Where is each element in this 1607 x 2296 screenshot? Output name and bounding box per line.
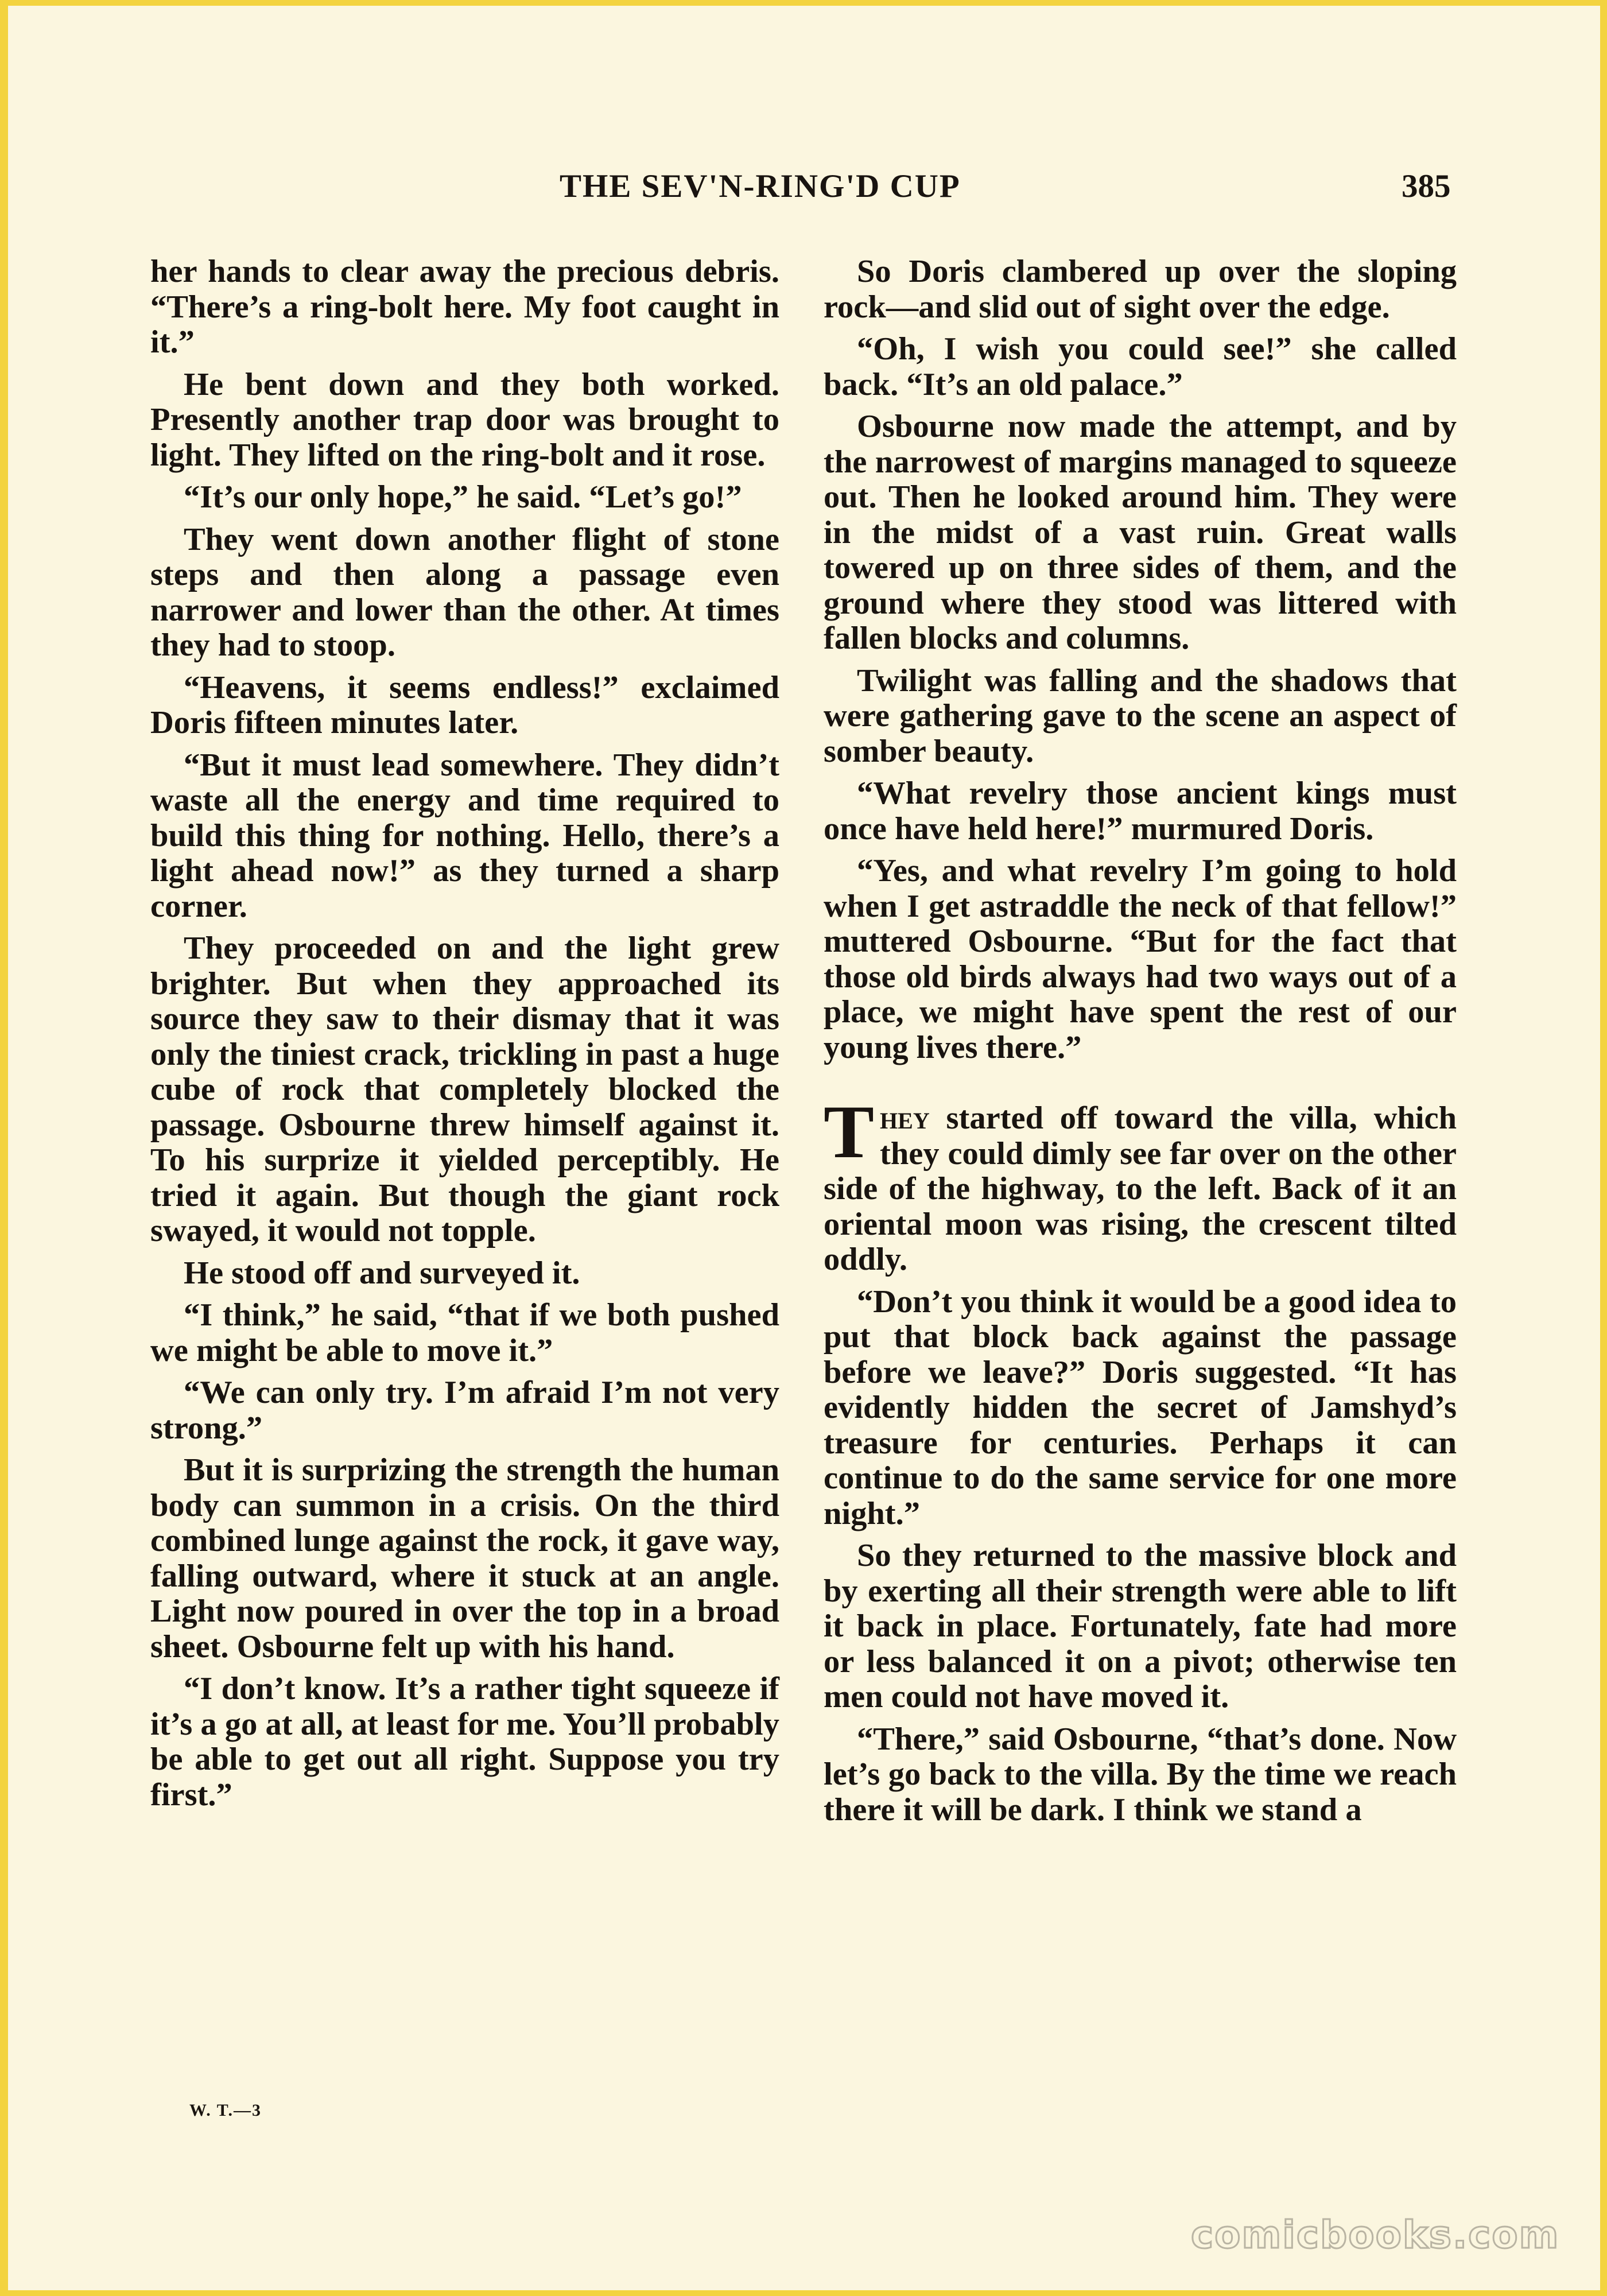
section-start-paragraph (824, 1089, 1457, 1278)
page-number: 385 (1402, 168, 1451, 204)
paragraph: So Doris clambered up over the sloping rock—and slid out of sight over the edge. (824, 254, 1457, 325)
paragraph: “We can only try. I’m afraid I’m not very strong.” (150, 1375, 779, 1446)
paragraph: So they returned to the massive block and by exerting all their strength were able to lift it back in place. Fortunately, fate had more or less balanced it on a pivot; otherwise ten men could not have moved it. (824, 1538, 1457, 1715)
paragraph: “What revelry those ancient kings must once have held here!” murmured Doris. (824, 775, 1457, 847)
paragraph: “Heavens, it seems endless!” exclaimed Doris fifteen minutes later. (150, 669, 779, 740)
right-column (824, 254, 1457, 1835)
paragraph: Twilight was falling and the shadows that were gathering gave to the scene an aspect of somber beauty. (824, 662, 1457, 769)
paragraph: “Oh, I wish you could see!” she called back. “It’s an old palace.” (824, 331, 1457, 402)
paragraph: But it is surprizing the strength the human body can summon in a crisis. On the third combined lunge against the rock, it gave way, falling outward, where it stuck at an angle. Light now poured in over the top in a broad sheet. Osbourne felt up with his hand. (150, 1452, 779, 1665)
signature-mark: W. T.—3 (189, 2101, 262, 2120)
paragraph: “But it must lead somewhere. They didn’t waste all the energy and time required to build this thing for nothing. Hello, there’s a light ahead now!” as they turned a sharp corner. (150, 747, 779, 924)
paragraph: “It’s our only hope,” he said. “Let’s go!” (184, 479, 742, 515)
paragraph: They went down another flight of stone steps and then along a passage even narrower and lower than the other. At times they had to stoop. (150, 521, 779, 663)
paragraph: her hands to clear away the precious debris. “There’s a ring-bolt here. My foot caught in it.” (150, 254, 779, 360)
left-column (150, 254, 779, 1820)
small-caps-lead: hey (880, 1100, 930, 1136)
paragraph: They proceeded on and the light grew brighter. But when they approached its source they saw to their dismay that it was only the tiniest crack, trickling in past a huge cube of rock that completely blocked the passage. Osbourne threw himself against it. To his surprize it yielded perceptibly. He tried it again. But though the giant rock swayed, it would not topple. (150, 930, 779, 1248)
running-head: THE SEV'N-RING'D CUP (560, 168, 961, 204)
paragraph: “There,” said Osbourne, “that’s done. Now let’s go back to the villa. By the time we reach there it will be dark. I think we stand a (824, 1721, 1457, 1828)
watermark: comicbooks.com (1191, 2213, 1560, 2257)
drop-cap: T (824, 1089, 875, 1174)
paragraph: “Don’t you think it would be a good idea to put that block back against the passage before we leave?” Doris suggested. “It has evidently hidden the secret of Jamshyd’s treasure for centuries. Perhaps it can continue to do the same service for one more night.” (824, 1283, 1457, 1531)
paragraph: “I don’t know. It’s a rather tight squeeze if it’s a go at all, at least for me. You’ll probably be able to get out all right. Suppose you try first.” (150, 1671, 779, 1813)
paragraph: Osbourne now made the attempt, and by the narrowest of margins managed to squeeze out. Then he looked around him. They were in the midst of a vast ruin. Great walls towered up on three sides of them, and the ground where they stood was littered with fallen blocks and columns. (824, 409, 1457, 656)
paragraph-text: started off toward the villa, which they could dimly see far over on the other side of the highway, to the left. Back of it an oriental moon was rising, the crescent tilted oddly. (824, 1100, 1457, 1277)
paragraph: “Yes, and what revelry I’m going to hold when I get astraddle the neck of that fellow!” muttered Osbourne. “But for the fact that those old birds always had two ways out of a place, we might have spent the rest of our young lives there.” (824, 853, 1457, 1065)
paragraph: “I think,” he said, “that if we both pushed we might be able to move it.” (150, 1297, 779, 1368)
paragraph: He stood off and surveyed it. (184, 1255, 580, 1291)
paragraph: He bent down and they both worked. Presently another trap door was brought to light. They lifted on the ring-bolt and it rose. (150, 366, 779, 473)
